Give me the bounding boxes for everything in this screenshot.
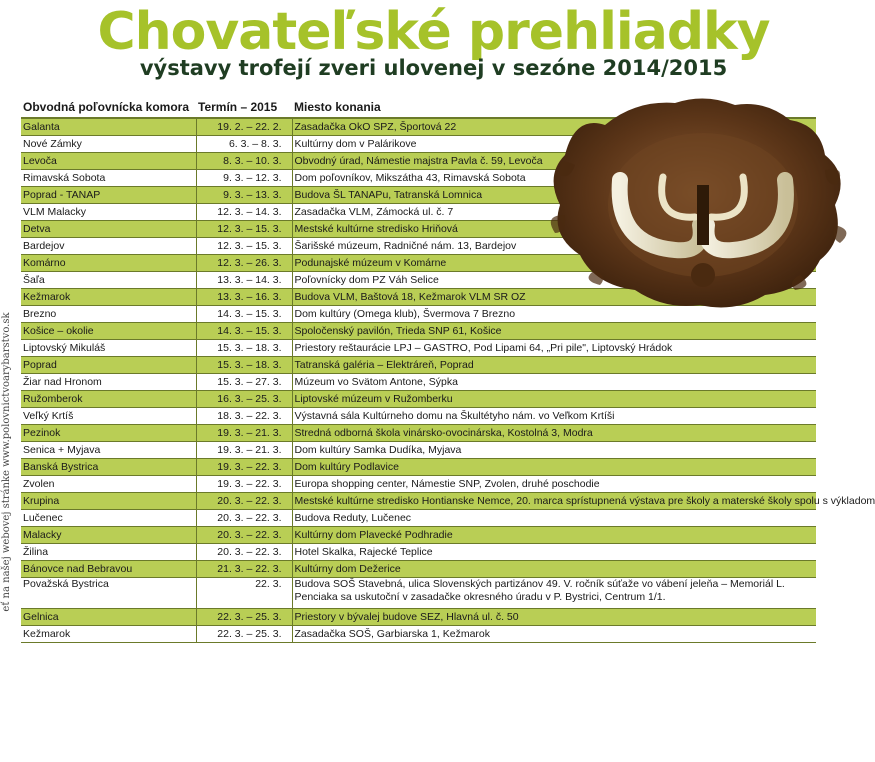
cell-komora: Galanta xyxy=(21,118,196,136)
cell-komora: Malacky xyxy=(21,527,196,544)
cell-komora: Lučenec xyxy=(21,510,196,527)
table-row xyxy=(21,425,816,442)
cell-komora: Bardejov xyxy=(21,238,196,255)
cell-termin: 12. 3. – 26. 3. xyxy=(196,255,292,272)
header-komora: Obvodná poľovnícka komora xyxy=(21,92,196,118)
cell-miesto: Kultúrny dom v Palárikove xyxy=(292,136,816,153)
cell-miesto: Europa shopping center, Námestie SNP, Zvolen, druhé poschodie xyxy=(292,476,816,493)
cell-komora: Komárno xyxy=(21,255,196,272)
table-row xyxy=(21,578,816,609)
cell-miesto: Múzeum vo Svätom Antone, Sýpka xyxy=(292,374,816,391)
cell-termin: 18. 3. – 22. 3. xyxy=(196,408,292,425)
cell-termin: 16. 3. – 25. 3. xyxy=(196,391,292,408)
cell-komora: Kežmarok xyxy=(21,626,196,643)
cell-termin: 14. 3. – 15. 3. xyxy=(196,323,292,340)
cell-komora: Žilina xyxy=(21,544,196,561)
cell-miesto: Priestory reštaurácie LPJ – GASTRO, Pod Lipami 64, „Pri pile", Liptovský Hrádok xyxy=(292,340,816,357)
cell-miesto: Dom kultúry Podlavice xyxy=(292,459,816,476)
cell-komora: Kežmarok xyxy=(21,289,196,306)
cell-termin: 19. 3. – 21. 3. xyxy=(196,442,292,459)
cell-miesto: Kultúrny dom Dežerice xyxy=(292,561,816,578)
cell-miesto: Mestské kultúrne stredisko Hriňová xyxy=(292,221,816,238)
cell-miesto: Liptovské múzeum v Ružomberku xyxy=(292,391,816,408)
cell-termin: 9. 3. – 12. 3. xyxy=(196,170,292,187)
cell-termin: 19. 2. – 22. 2. xyxy=(196,118,292,136)
cell-termin: 19. 3. – 21. 3. xyxy=(196,425,292,442)
cell-komora: Košice – okolie xyxy=(21,323,196,340)
table-row xyxy=(21,493,816,510)
cell-miesto: Kultúrny dom Plavecké Podhradie xyxy=(292,527,816,544)
cell-komora: Rimavská Sobota xyxy=(21,170,196,187)
cell-miesto: Dom kultúry (Omega klub), Švermova 7 Brezno xyxy=(292,306,816,323)
cell-miesto: Zasadačka SOŠ, Garbiarska 1, Kežmarok xyxy=(292,626,816,643)
cell-miesto: Podunajské múzeum v Komárne xyxy=(292,255,816,272)
cell-termin: 15. 3. – 27. 3. xyxy=(196,374,292,391)
side-credit: eť na našej webovej stránke www.polovnictvoarybarstvo.sk xyxy=(1,312,12,612)
cell-miesto: Budova ŠL TANAPu, Tatranská Lomnica xyxy=(292,187,816,204)
header-termin: Termín – 2015 xyxy=(196,92,292,118)
table-row xyxy=(21,408,816,425)
cell-termin: 12. 3. – 14. 3. xyxy=(196,204,292,221)
cell-komora: Pezinok xyxy=(21,425,196,442)
cell-miesto: Spoločenský pavilón, Trieda SNP 61, Košice xyxy=(292,323,816,340)
cell-komora: Poprad - TANAP xyxy=(21,187,196,204)
cell-komora: Brezno xyxy=(21,306,196,323)
table-row xyxy=(21,442,816,459)
cell-termin: 20. 3. – 22. 3. xyxy=(196,527,292,544)
cell-miesto: Šarišské múzeum, Radničné nám. 13, Bardejov xyxy=(292,238,816,255)
cell-termin: 15. 3. – 18. 3. xyxy=(196,357,292,374)
cell-termin: 20. 3. – 22. 3. xyxy=(196,544,292,561)
cell-komora: Liptovský Mikuláš xyxy=(21,340,196,357)
cell-termin: 21. 3. – 22. 3. xyxy=(196,561,292,578)
cell-miesto: Hotel Skalka, Rajecké Teplice xyxy=(292,544,816,561)
cell-termin: 12. 3. – 15. 3. xyxy=(196,221,292,238)
cell-miesto: Poľovnícky dom PZ Váh Selice xyxy=(292,272,816,289)
cell-termin: 8. 3. – 10. 3. xyxy=(196,153,292,170)
page-subtitle: výstavy trofejí zveri ulovenej v sezóne 2014/2015 xyxy=(139,56,728,80)
page-title: Chovateľské prehliadky xyxy=(97,2,770,62)
cell-termin: 20. 3. – 22. 3. xyxy=(196,493,292,510)
table-row xyxy=(21,340,816,357)
table-row xyxy=(21,323,816,340)
cell-miesto: Obvodný úrad, Námestie majstra Pavla č. 59, Levoča xyxy=(292,153,816,170)
table-row xyxy=(21,510,816,527)
table-row xyxy=(21,374,816,391)
cell-termin: 19. 3. – 22. 3. xyxy=(196,459,292,476)
cell-miesto: Výstavná sála Kultúrneho domu na Škultétyho nám. vo Veľkom Krtíši xyxy=(292,408,816,425)
cell-komora: Žiar nad Hronom xyxy=(21,374,196,391)
cell-komora: Levoča xyxy=(21,153,196,170)
cell-termin: 12. 3. – 15. 3. xyxy=(196,238,292,255)
cell-komora: Detva xyxy=(21,221,196,238)
table-row xyxy=(21,561,816,578)
cell-miesto: Budova VLM, Baštová 18, Kežmarok VLM SR OZ xyxy=(292,289,816,306)
cell-termin: 15. 3. – 18. 3. xyxy=(196,340,292,357)
cell-miesto: Priestory v bývalej budove SEZ, Hlavná ul. č. 50 xyxy=(292,609,816,626)
cell-komora: Gelnica xyxy=(21,609,196,626)
table-row xyxy=(21,476,816,493)
cell-miesto: Budova SOŠ Stavebná, ulica Slovenských partizánov 49. V. ročník súťaže vo vábení jeleňa – Memoriál L. Penciaka sa uskutoční v zasadačke okresného úradu v P. Bystrici, Centrum 1/1. xyxy=(292,578,816,609)
cell-komora: Zvolen xyxy=(21,476,196,493)
header-miesto: Miesto konania xyxy=(292,92,816,118)
cell-termin: 13. 3. – 14. 3. xyxy=(196,272,292,289)
cell-komora: Krupina xyxy=(21,493,196,510)
antler-trophy-emblem xyxy=(535,85,867,320)
cell-miesto: Stredná odborná škola vinársko-ovocinárska, Kostolná 3, Modra xyxy=(292,425,816,442)
table-row xyxy=(21,626,816,643)
table-row xyxy=(21,357,816,374)
cell-miesto: Budova Reduty, Lučenec xyxy=(292,510,816,527)
table-row xyxy=(21,527,816,544)
cell-termin: 22. 3. xyxy=(196,578,292,609)
cell-komora: Veľký Krtíš xyxy=(21,408,196,425)
cell-miesto: Mestské kultúrne stredisko Hontianske Nemce, 20. marca sprístupnená výstava pre školy a materské školy spolu s výkladom xyxy=(292,493,816,510)
cell-komora: Senica + Myjava xyxy=(21,442,196,459)
cell-termin: 20. 3. – 22. 3. xyxy=(196,510,292,527)
cell-termin: 22. 3. – 25. 3. xyxy=(196,626,292,643)
cell-miesto: Zasadačka OkO SPZ, Športová 22 xyxy=(292,118,816,136)
cell-komora: Poprad xyxy=(21,357,196,374)
cell-komora: VLM Malacky xyxy=(21,204,196,221)
cell-komora: Považská Bystrica xyxy=(21,578,196,609)
cell-termin: 19. 3. – 22. 3. xyxy=(196,476,292,493)
cell-termin: 13. 3. – 16. 3. xyxy=(196,289,292,306)
cell-termin: 6. 3. – 8. 3. xyxy=(196,136,292,153)
cell-miesto: Dom kultúry Samka Dudíka, Myjava xyxy=(292,442,816,459)
cell-miesto: Dom poľovníkov, Mikszátha 43, Rimavská Sobota xyxy=(292,170,816,187)
cell-termin: 22. 3. – 25. 3. xyxy=(196,609,292,626)
cell-termin: 14. 3. – 15. 3. xyxy=(196,306,292,323)
cell-miesto: Zasadačka VLM, Zámocká ul. č. 7 xyxy=(292,204,816,221)
cell-komora: Ružomberok xyxy=(21,391,196,408)
cell-komora: Bánovce nad Bebravou xyxy=(21,561,196,578)
cell-komora: Šaľa xyxy=(21,272,196,289)
cell-miesto: Tatranská galéria – Elektráreň, Poprad xyxy=(292,357,816,374)
table-row xyxy=(21,544,816,561)
table-row xyxy=(21,459,816,476)
cell-termin: 9. 3. – 13. 3. xyxy=(196,187,292,204)
table-row xyxy=(21,391,816,408)
cell-komora: Banská Bystrica xyxy=(21,459,196,476)
table-row xyxy=(21,609,816,626)
cell-komora: Nové Zámky xyxy=(21,136,196,153)
